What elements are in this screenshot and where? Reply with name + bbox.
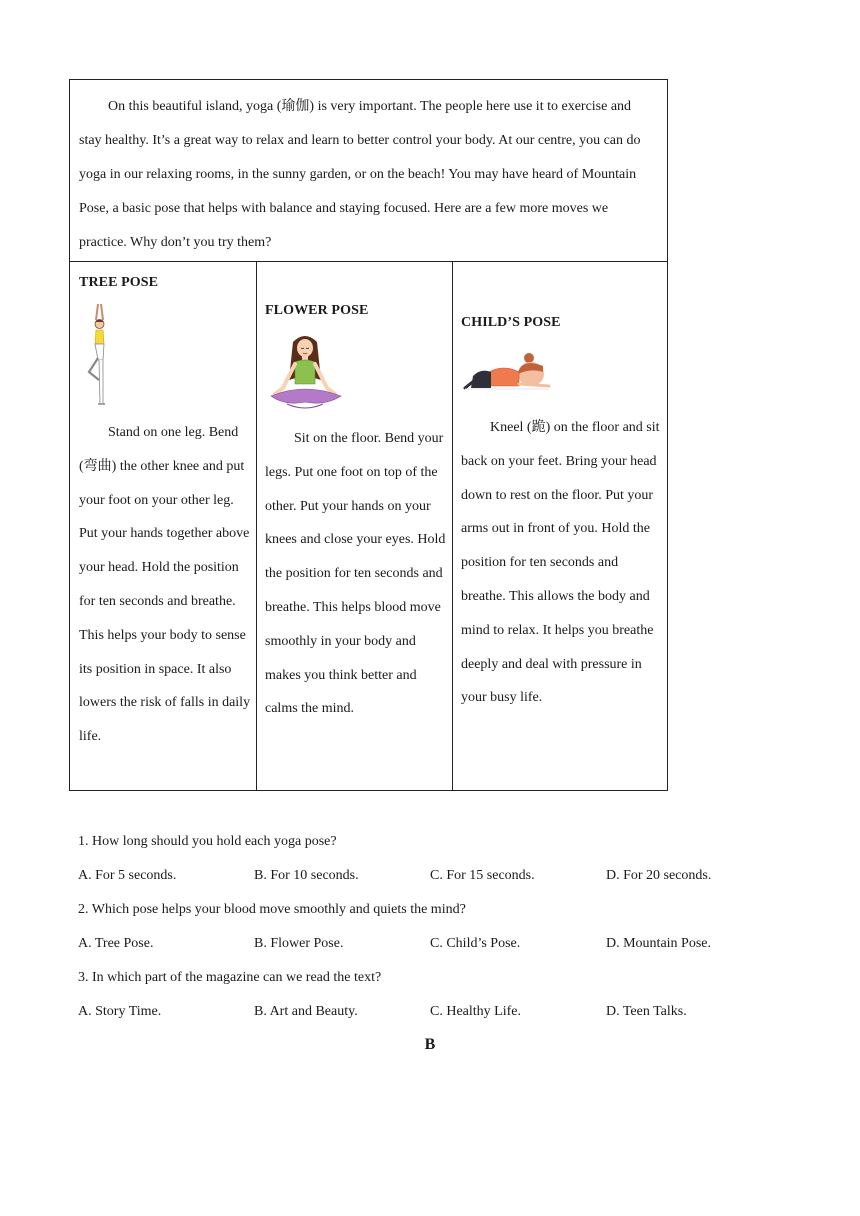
q2-option-c[interactable]: C. Child’s Pose. [430,936,521,951]
q2-option-b[interactable]: B. Flower Pose. [254,936,344,951]
question-3: 3. In which part of the magazine can we read the text? [78,970,382,985]
tree-pose-column [70,262,257,790]
q1-option-b[interactable]: B. For 10 seconds. [254,868,359,883]
q3-option-d[interactable]: D. Teen Talks. [606,1004,687,1019]
childs-pose-title: CHILD’S POSE [461,315,561,330]
question-2: 2. Which pose helps your blood move smoothly and quiets the mind? [78,902,466,917]
q3-option-b[interactable]: B. Art and Beauty. [254,1004,358,1019]
childs-pose-column [453,262,667,790]
childs-pose-text: Kneel (跪) on the floor and sit back on your feet. Bring your head down to rest on the floor. Put your arms out in front of you. Hold the position for ten seconds and breathe. This allows the body and mind to relax. It helps you breathe deeply and deal with pressure in your busy life. [461,420,660,706]
q3-option-c[interactable]: C. Healthy Life. [430,1004,521,1019]
tree-pose-title: TREE POSE [79,275,159,290]
flower-pose-text: Sit on the floor. Bend your legs. Put one foot on top of the other. Put your hands on your knees and close your eyes. Hold the position for ten seconds and breathe. This helps blood move smoothly in your body and makes you think better and calms the mind. [265,431,446,717]
flower-pose-title: FLOWER POSE [265,303,369,318]
q1-option-a[interactable]: A. For 5 seconds. [78,868,177,883]
tree-pose-figure-icon [86,300,114,410]
q1-option-c[interactable]: C. For 15 seconds. [430,868,535,883]
section-b-heading: B [424,1036,436,1053]
q2-option-d[interactable]: D. Mountain Pose. [606,936,711,951]
flower-pose-figure-icon [265,332,347,414]
q2-option-a[interactable]: A. Tree Pose. [78,936,154,951]
yoga-passage-table [69,79,668,791]
question-1: 1. How long should you hold each yoga pose? [78,834,337,849]
q1-option-d[interactable]: D. For 20 seconds. [606,868,712,883]
childs-pose-figure-icon [463,350,551,394]
flower-pose-column [257,262,453,790]
q3-option-a[interactable]: A. Story Time. [78,1004,162,1019]
intro-paragraph: On this beautiful island, yoga (瑜伽) is very important. The people here use it to exercise and stay healthy. It’s a great way to relax and learn to better control your body. At our centre, you can do yoga in our relaxing rooms, in the sunny garden, or on the beach! You may have heard of Mountain Pose, a basic pose that helps with balance and staying focused. Here are a few more moves we practice. Why don’t you try them? [70,80,667,262]
tree-pose-text: Stand on one leg. Bend (弯曲) the other knee and put your foot on your other leg. Put your hands together above your head. Hold the position for ten seconds and breathe. This helps your body to sense its position in space. It also lowers the risk of falls in daily life. [79,425,251,745]
